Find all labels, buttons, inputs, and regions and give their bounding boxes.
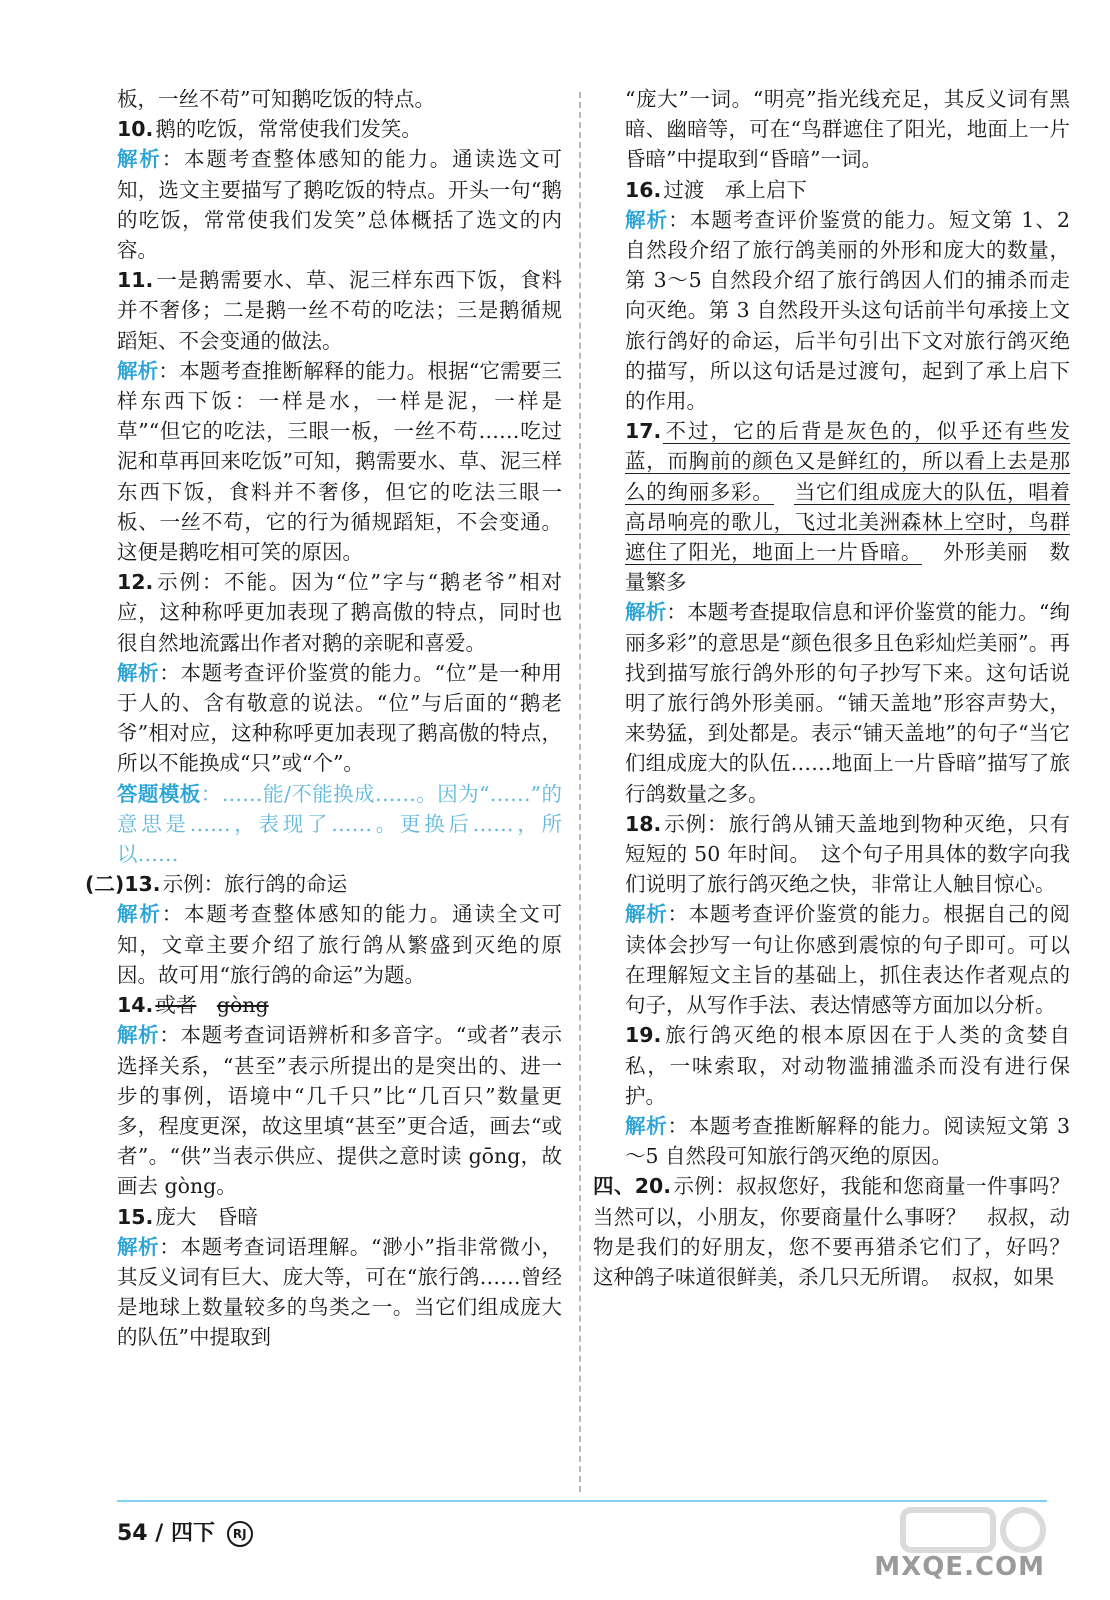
analysis-tag: 解析 [117,902,162,927]
question-number-16: 16. [625,177,662,202]
analysis-16 [625,205,1070,416]
answer-10 [117,114,562,144]
right-column [593,84,1091,1292]
footer-separator: / [155,1521,164,1546]
analysis-15 [117,1232,562,1353]
analysis-tag: 解析 [625,600,667,625]
analysis-10 [117,144,562,265]
analysis-tag: 解析 [117,1023,160,1048]
analysis-17 [625,597,1070,808]
analysis-tag: 解析 [117,147,162,172]
answer-19-text: 旅行鸽灭绝的根本原因在于人类的贪婪自私，一味索取，对动物滥捕滥杀而没有进行保护。 [625,1023,1070,1108]
answer-12 [117,567,562,658]
answer-16-text: 过渡 承上启下 [663,177,807,202]
grade-label: 四下 [171,1521,216,1546]
page-footer [117,1516,253,1547]
analysis-tag: 解析 [625,1113,668,1138]
question-number-14: 14. [117,993,154,1018]
analysis-18-text: ：本题考查评价鉴赏的能力。根据自己的阅读体会抄写一句让你感到震惊的句子即可。可以在理解短文主旨的基础上，抓住表达作者观点的句子，从写作手法、表达情感等方面加以分析。 [625,902,1071,1018]
question-number-15: 15. [117,1204,154,1229]
template-tag: 答题模板 [117,781,201,806]
edition-badge: RJ [227,1521,253,1547]
underlined-sentence-1: 不过，它的后背是灰色的，似乎还有些发蓝，而胸前的颜色又是鲜红的，所以看上去是那么的绚丽多彩。 [625,419,1070,504]
analysis-11 [117,356,562,567]
template-text: ：……能/不能换成……。因为“……”的意思是……，表现了……。更换后……，所以…… [117,781,563,867]
analysis-12 [117,658,562,779]
answer-20 [593,1171,1091,1292]
answer-14 [117,990,562,1020]
question-number-20: 20. [634,1174,672,1199]
answer-19 [625,1020,1070,1111]
watermark-text: MXQE.COM [874,1552,1045,1582]
struck-pinyin: gòng [216,993,269,1018]
analysis-11-text: ：本题考查推断解释的能力。根据“它需要三样东西下饭：一样是水，一样是泥，一样是草”“但它的吃法，三眼一板，一丝不苟……吃过泥和草再回来吃饭”可知，鹅需要水、草、泥三样东西下饭，食料并不奢侈，但它的吃法三眼一板、一丝不苟，它的行为循规蹈矩，不会变通。这便是鹅吃相可笑的原因。 [117,358,563,565]
analysis-tag: 解析 [625,207,669,232]
answer-10-text: 鹅的吃饭，常常使我们发笑。 [155,117,422,142]
answer-template [117,779,562,870]
analysis-tag: 解析 [625,902,668,927]
answer-13-text: 示例：旅行鸽的命运 [162,872,348,897]
right-continuation: “庞大”一词。“明亮”指光线充足，其反义词有黑暗、幽暗等，可在“鸟群遮住了阳光，地面上一片昏暗”中提取到“昏暗”一词。 [625,87,1070,172]
analysis-10-text: ：本题考查整体感知的能力。通读选文可知，选文主要描写了鹅吃饭的特点。开头一句“鹅的吃饭，常常使我们发笑”总体概括了选文的内容。 [117,147,563,263]
struck-word: 或者 [155,993,197,1018]
analysis-19-text: ：本题考查推断解释的能力。阅读短文第 3～5 自然段可知旅行鸽灭绝的原因。 [625,1113,1071,1169]
analysis-12-text: ：本题考查评价鉴赏的能力。“位”是一种用于人的、含有敬意的说法。“位”与后面的“鹅老爷”相对应，这种称呼更加表现了鹅高傲的特点，所以不能换成“只”或“个”。 [117,660,562,776]
answer-15 [117,1202,562,1232]
analysis-16-text: ：本题考查评价鉴赏的能力。短文第 1、2 自然段介绍了旅行鸽美丽的外形和庞大的数量，第 3～5 自然段介绍了旅行鸽因人们的捕杀而走向灭绝。第 3 自然段开头这句话前半句承接上文旅行鸽好的命运，后半句引出下文对旅行鸽灭绝的描写，所以这句话是过渡句，起到了承上启下的作用。 [625,207,1070,414]
analysis-15-text: ：本题考查词语理解。“渺小”指非常微小，其反义词有巨大、庞大等，可在“旅行鸽……曾经是地球上数量较多的鸟类之一。当它们组成庞大的队伍”中提取到 [117,1234,562,1350]
answer-12-text: 示例：不能。因为“位”字与“鹅老爷”相对应，这种称呼更加表现了鹅高傲的特点，同时也很自然地流露出作者对鹅的亲昵和喜爱。 [117,570,562,655]
question-number-19: 19. [625,1023,662,1048]
section-4-label: 四、 [593,1174,635,1199]
analysis-14-text: ：本题考查词语辨析和多音字。“或者”表示选择关系，“甚至”表示所提出的是突出的、进一步的事例，语境中“几千只”比“几百只”数量更多，程度更深，故这里填“甚至”更合适，画去“或者”。“供”当表示供应、提供之意时读 gōng，故画去 gòng。 [117,1023,562,1199]
question-number-17: 17. [625,419,662,444]
analysis-17-text: ：本题考查提取信息和评价鉴赏的能力。“绚丽多彩”的意思是“颜色很多且色彩灿烂美丽”。再找到描写旅行鸽外形的句子抄写下来。这句话说明了旅行鸽外形美丽。“铺天盖地”形容声势大，来势猛，到处都是。表示“铺天盖地”的句子“当它们组成庞大的队伍……地面上一片昏暗”描写了旅行鸽数量之多。 [625,600,1071,806]
page-number: 54 [117,1521,148,1546]
underlined-sentence-2: 当它们组成庞大的队伍，唱着高昂响亮的歌儿，飞过北美洲森林上空时，鸟群遮住了阳光，地面上一片昏暗。 [625,479,1071,565]
section-2-label: (二) [85,872,125,897]
answer-20-text: 示例：叔叔您好，我能和您商量一件事吗？ 当然可以，小朋友，你要商量什么事呀？ 叔叔，动物是我们的好朋友，您不要再猎杀它们了，好吗？ 这种鸽子味道很鲜美，杀几只无所谓。 叔叔，如果 [593,1174,1091,1289]
analysis-13-text: ：本题考查整体感知的能力。通读全文可知，文章主要介绍了旅行鸽从繁盛到灭绝的原因。故可用“旅行鸽的命运”为题。 [117,902,563,987]
analysis-18 [625,899,1070,1020]
question-number-13: 13. [124,872,161,897]
analysis-tag: 解析 [117,358,159,383]
answer-17 [625,416,1070,597]
answer-11 [117,265,562,356]
analysis-13 [117,899,562,990]
left-continuation: 板，一丝不苟”可知鹅吃饭的特点。 [117,87,435,111]
answer-18 [625,809,1070,900]
answer-11-text: 一是鹅需要水、草、泥三样东西下饭，食料并不奢侈；二是鹅一丝不苟的吃法；三是鹅循规蹈矩、不会变通的做法。 [117,268,562,353]
answer-15-text: 庞大 昏暗 [155,1204,258,1229]
question-number-11: 11. [117,268,154,293]
left-column [85,84,563,1353]
question-number-12: 12. [117,570,154,595]
analysis-14 [117,1020,562,1201]
analysis-tag: 解析 [117,1234,160,1259]
analysis-tag: 解析 [117,660,160,685]
answer-16 [625,175,1070,205]
answer-18-text: 示例：旅行鸽从铺天盖地到物种灭绝，只有短短的 50 年时间。 这个句子用具体的数字向我们说明了旅行鸽灭绝之快，非常让人触目惊心。 [625,811,1070,897]
answer-13 [85,869,562,899]
analysis-19 [625,1111,1070,1171]
question-number-10: 10. [117,117,154,142]
answer-17-tail: 外形美丽 数量繁多 [625,540,1071,595]
column-divider [579,92,581,1492]
question-number-18: 18. [625,811,662,836]
